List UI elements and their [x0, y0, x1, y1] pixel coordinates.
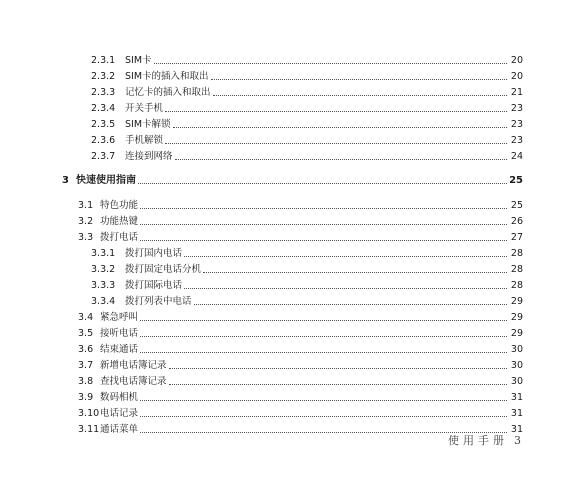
dot-leader — [173, 127, 507, 128]
toc-page: 23 — [510, 119, 523, 130]
toc-page: 21 — [510, 87, 523, 98]
toc-chapter-entry[interactable] — [62, 171, 523, 187]
toc-title: 记忆卡的插入和取出 — [125, 87, 211, 98]
toc-title: 拨打固定电话分机 — [125, 264, 202, 275]
toc-title: 连接到网络 — [125, 151, 173, 162]
dot-leader — [175, 159, 507, 160]
toc-number: 3.10 — [78, 408, 100, 419]
dot-leader — [140, 224, 507, 225]
dot-leader — [140, 400, 507, 401]
footer-page-number: 3 — [514, 434, 521, 447]
dot-leader — [203, 272, 507, 273]
toc-number: 3.2 — [78, 216, 94, 227]
toc-page: 30 — [510, 344, 523, 355]
toc-title: SIM卡 — [125, 55, 152, 66]
dot-leader — [154, 63, 507, 64]
toc-entry[interactable] — [78, 308, 523, 324]
toc-entry[interactable] — [78, 388, 523, 404]
page-footer — [448, 432, 521, 448]
toc-title: 手机解锁 — [125, 135, 164, 146]
toc-page: 23 — [510, 135, 523, 146]
toc-page: 29 — [510, 312, 523, 323]
toc-page: 23 — [510, 103, 523, 114]
toc-entry[interactable] — [91, 147, 523, 163]
dot-leader — [165, 111, 507, 112]
toc-entry[interactable] — [91, 115, 523, 131]
toc-number: 3.1 — [78, 200, 94, 211]
toc-title: 拨打列表中电话 — [125, 296, 192, 307]
toc-number: 2.3.4 — [91, 103, 116, 114]
toc-number: 3.8 — [78, 376, 94, 387]
toc-title: 拨打电话 — [100, 232, 139, 243]
dot-leader — [169, 368, 507, 369]
toc-entry[interactable] — [91, 83, 523, 99]
toc-number: 3.3 — [78, 232, 94, 243]
toc-number: 3.3.1 — [91, 248, 116, 259]
toc-entry[interactable] — [78, 356, 523, 372]
toc-title: 数码相机 — [100, 392, 139, 403]
dot-leader — [213, 95, 507, 96]
toc-page: 28 — [510, 280, 523, 291]
toc-title: 查找电话簿记录 — [100, 376, 167, 387]
toc-entry[interactable] — [78, 196, 523, 212]
toc-entry[interactable] — [91, 99, 523, 115]
toc-entry[interactable] — [91, 131, 523, 147]
toc-page: 28 — [510, 264, 523, 275]
toc-title: 电话记录 — [100, 408, 139, 419]
toc-title: 拨打国内电话 — [125, 248, 183, 259]
toc-title: 接听电话 — [100, 328, 139, 339]
toc-number: 2.3.5 — [91, 119, 116, 130]
toc-title: 拨打国际电话 — [125, 280, 183, 291]
toc-number: 3.5 — [78, 328, 94, 339]
toc-entry[interactable] — [78, 324, 523, 340]
dot-leader — [140, 208, 507, 209]
toc-number: 2.3.1 — [91, 55, 116, 66]
toc-number: 2.3.3 — [91, 87, 116, 98]
toc-page: 20 — [510, 55, 523, 66]
toc-title: 紧急呼叫 — [100, 312, 139, 323]
toc-page: 26 — [510, 216, 523, 227]
toc-page: 30 — [510, 376, 523, 387]
dot-leader — [184, 256, 507, 257]
toc-title: 结束通话 — [100, 344, 139, 355]
toc-number: 3.3.4 — [91, 296, 116, 307]
toc-title: 快速使用指南 — [76, 175, 136, 186]
toc-title: 新增电话簿记录 — [100, 360, 167, 371]
toc-entry[interactable] — [78, 340, 523, 356]
dot-leader — [184, 288, 507, 289]
dot-leader — [138, 183, 507, 184]
toc-entry[interactable] — [91, 292, 523, 308]
toc-page: 30 — [510, 360, 523, 371]
toc-title: 功能热键 — [100, 216, 139, 227]
toc-number: 2.3.2 — [91, 71, 116, 82]
toc-entry[interactable] — [78, 404, 523, 420]
toc-page: 25 — [510, 200, 523, 211]
dot-leader — [194, 304, 507, 305]
toc-entry[interactable] — [78, 372, 523, 388]
toc-number: 3.4 — [78, 312, 94, 323]
toc-page: 27 — [510, 232, 523, 243]
dot-leader — [140, 336, 507, 337]
toc-page: 31 — [510, 424, 523, 435]
footer-label: 使用手册 — [448, 434, 508, 447]
toc-number: 3.9 — [78, 392, 94, 403]
toc-number: 3.3.2 — [91, 264, 116, 275]
toc-number: 2.3.7 — [91, 151, 116, 162]
dot-leader — [211, 79, 507, 80]
toc-entry[interactable] — [91, 244, 523, 260]
toc-entry[interactable] — [91, 276, 523, 292]
toc-entry[interactable] — [78, 228, 523, 244]
dot-leader — [140, 416, 507, 417]
toc-title: 通话菜单 — [100, 424, 139, 435]
dot-leader — [140, 320, 507, 321]
toc-page: 25 — [509, 175, 523, 186]
toc-number: 3.3.3 — [91, 280, 116, 291]
dot-leader — [165, 143, 507, 144]
toc-entry[interactable] — [78, 212, 523, 228]
toc-page: 28 — [510, 248, 523, 259]
toc-title: 特色功能 — [100, 200, 139, 211]
toc-page: 31 — [510, 408, 523, 419]
dot-leader — [169, 384, 507, 385]
toc-entry[interactable] — [91, 260, 523, 276]
toc-page: 29 — [510, 296, 523, 307]
toc-title: SIM卡解锁 — [125, 119, 171, 130]
toc-page: 29 — [510, 328, 523, 339]
toc-page: 31 — [510, 392, 523, 403]
toc-title: SIM卡的插入和取出 — [125, 71, 209, 82]
toc-number: 3 — [62, 175, 69, 186]
toc-number: 2.3.6 — [91, 135, 116, 146]
toc-number: 3.11 — [78, 424, 100, 435]
toc-title: 开关手机 — [125, 103, 164, 114]
toc-page: 20 — [510, 71, 523, 82]
dot-leader — [140, 352, 507, 353]
toc-entry[interactable] — [91, 51, 523, 67]
toc-entry[interactable] — [91, 67, 523, 83]
toc-number: 3.7 — [78, 360, 94, 371]
toc-page: 24 — [510, 151, 523, 162]
dot-leader — [140, 240, 507, 241]
toc-number: 3.6 — [78, 344, 94, 355]
